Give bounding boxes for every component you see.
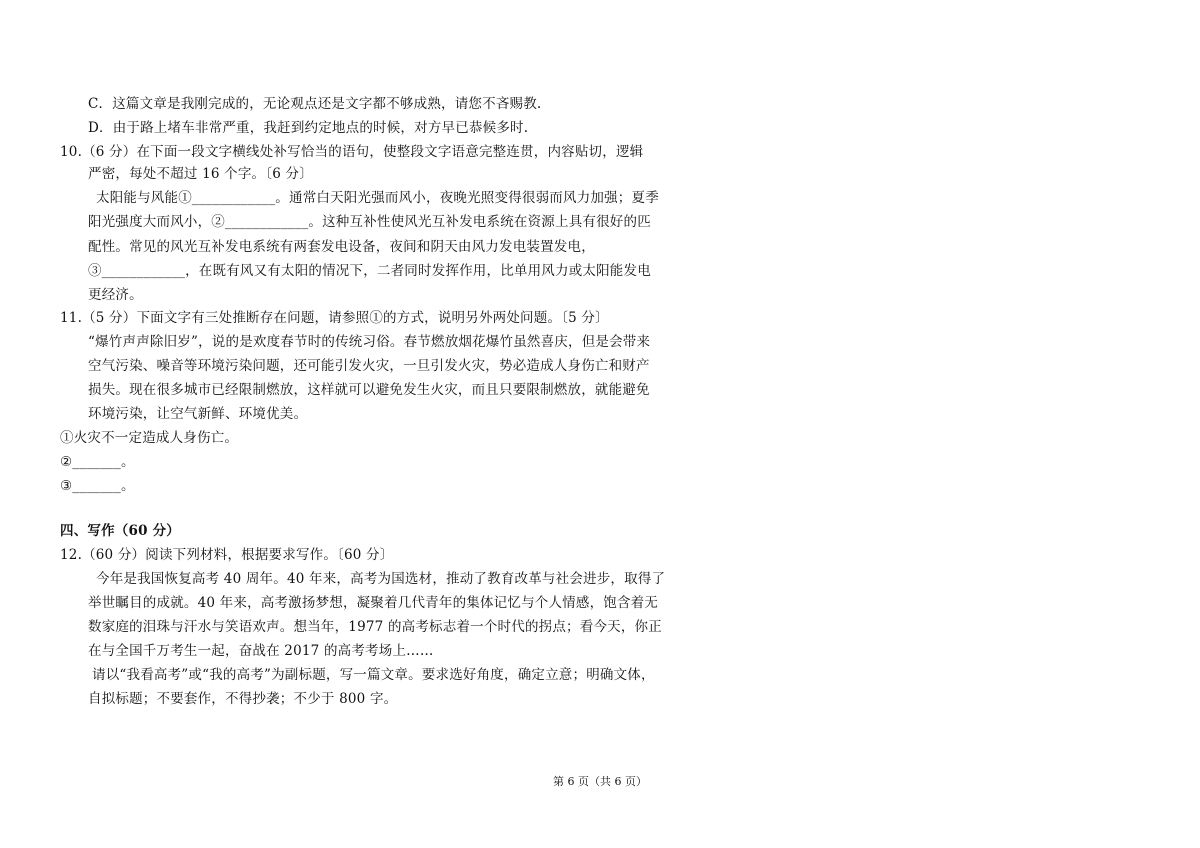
question-12-stem: 12.（60 分）阅读下列材料，根据要求写作。〔60 分〕 [60, 547, 394, 563]
question-11-stem: 11.（5 分）下面文字有三处推断存在问题，请参照①的方式，说明另外两处问题。〔5 分〕 [60, 310, 609, 326]
question-12-material-line: 数家庭的泪珠与汗水与笑语欢声。想当年，1977 的高考标志着一个时代的拐点；看今天，你正 [88, 619, 662, 635]
question-10-stem-cont: 严密，每处不超过 16 个字。〔6 分〕 [88, 166, 313, 182]
question-12-material-line: 举世瞩目的成就。40 年来，高考激扬梦想，凝聚着几代青年的集体记忆与个人情感，饱含着无 [88, 595, 659, 611]
question-11-answer-2: ②_______。 [60, 454, 135, 470]
question-10-passage-line: 更经济。 [88, 287, 143, 303]
question-12-material-line: 今年是我国恢复高考 40 周年。40 年来，高考为国选材，推动了教育改革与社会进步，取得了 [96, 571, 666, 587]
option-c: C．这篇文章是我刚完成的，无论观点还是文字都不够成熟，请您不吝赐教. [88, 96, 542, 112]
question-10-passage-line: 配性。常见的风光互补发电系统有两套发电设备，夜间和阴天由风力发电装置发电， [88, 239, 595, 255]
question-11-passage-line: “爆竹声声除旧岁”，说的是欢度春节时的传统习俗。春节燃放烟花爆竹虽然喜庆，但是会带来 [88, 334, 651, 350]
question-12-requirement-line: 自拟标题；不要套作，不得抄袭；不少于 800 字。 [88, 691, 398, 707]
question-11-answer-3: ③_______。 [60, 478, 135, 494]
page-number: 第 6 页（共 6 页） [553, 775, 647, 788]
option-d: D．由于路上堵车非常严重，我赶到约定地点的时候，对方早已恭候多时. [88, 120, 529, 136]
question-10-passage-line: 阳光强度大而风小，②____________。这种互补性使风光互补发电系统在资源上具有很好的匹 [88, 214, 651, 230]
question-11-passage-line: 损失。现在很多城市已经限制燃放，这样就可以避免发生火灾，而且只要限制燃放，就能避免 [88, 382, 650, 398]
section-4-heading: 四、写作（60 分） [60, 523, 180, 539]
question-11-answer-1: ①火灾不一定造成人身伤亡。 [60, 430, 239, 446]
question-11-passage-line: 空气污染、噪音等环境污染问题，还可能引发火灾，一旦引发火灾，势必造成人身伤亡和财产 [88, 358, 650, 374]
question-12-requirement-line: 请以“我看高考”或“我的高考”为副标题，写一篇文章。要求选好角度，确定立意；明确文体， [92, 667, 655, 683]
question-11-passage-line: 环境污染，让空气新鲜、环境优美。 [88, 406, 308, 422]
question-10-stem: 10.（6 分）在下面一段文字横线处补写恰当的语句，使整段文字语意完整连贯，内容贴切，逻辑 [60, 144, 644, 160]
question-10-passage-line: ③____________，在既有风又有太阳的情况下，二者同时发挥作用，比单用风力或太阳能发电 [88, 263, 651, 279]
question-12-material-line: 在与全国千万考生一起，奋战在 2017 的高考考场上…… [88, 643, 434, 659]
question-10-passage-line: 太阳能与风能①____________。通常白天阳光强而风小，夜晚光照变得很弱而风力加强；夏季 [96, 190, 659, 206]
